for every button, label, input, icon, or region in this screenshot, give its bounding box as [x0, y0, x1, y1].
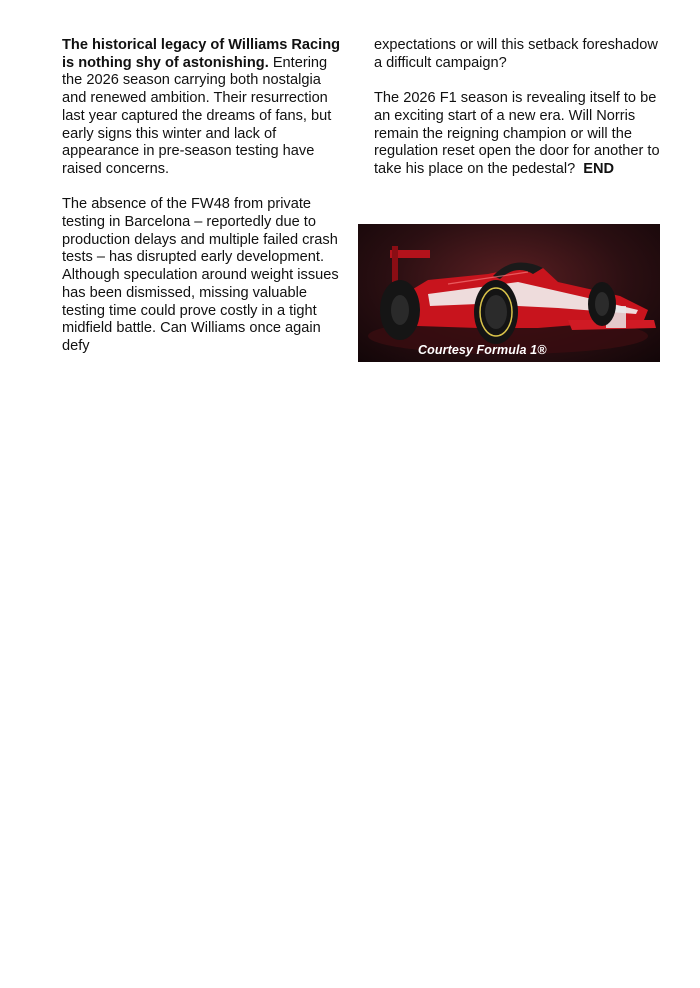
paragraph-2: The absence of the FW48 from private testing in Barcelona – reportedly due to production delays and multiple failed crash tests – has disrupted early development. Although speculation around weight issues has been dismissed, missing valuable testing time could prove costly in a tight midfield battle. Can Williams once again defy — [62, 196, 339, 354]
photo-caption: Courtesy Formula 1® — [418, 343, 547, 357]
paragraph-lead — [62, 37, 344, 179]
f1-car-photo — [358, 224, 660, 362]
paragraph-final — [374, 90, 664, 179]
right-column — [374, 37, 664, 179]
lead-sentence: The historical legacy of Williams Racing is nothing shy of astonishing. — [62, 37, 341, 71]
paragraph-continued: expectations or will this setback foreshadow a difficult campaign? — [374, 37, 658, 71]
car-illustration — [358, 224, 660, 362]
paragraph-final-text: The 2026 F1 season is revealing itself to be an exciting start of a new era. Will Norris remain the reigning champion or will the regulation reset open the door for another to take his place on the pedestal? — [374, 90, 660, 177]
paragraph-1-text: Entering the 2026 season carrying both nostalgia and renewed ambition. Their resurrection last year captured the dreams of fans, but early signs this winter and lack of appearance in pre-season testing have raised concerns. — [62, 54, 332, 177]
left-column — [62, 37, 344, 356]
end-marker: END — [583, 160, 615, 177]
